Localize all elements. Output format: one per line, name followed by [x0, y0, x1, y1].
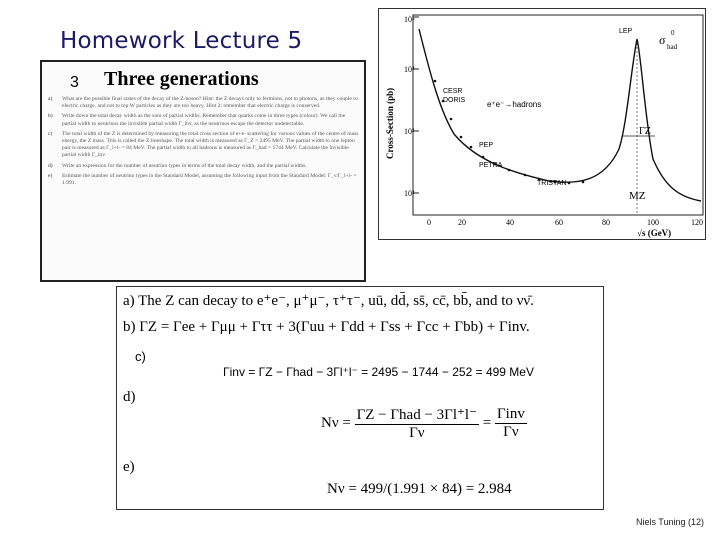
answer-b-text: ΓZ = Γee + Γμμ + Γττ + 3(Γuu + Γdd + Γss + Γcc + Γbb) + Γinv. — [139, 319, 530, 335]
problem-number: 3 — [70, 74, 79, 91]
problem-item — [48, 173, 360, 187]
answer-d-formula — [321, 405, 527, 442]
answer-d-label: d) — [123, 389, 136, 405]
x-tick-label: 0 — [427, 218, 431, 227]
answer-c-equation: Γinv = ΓZ − Γhad − 3Γl⁺l⁻ = 2495 − 1744 − 252 = 499 MeV — [223, 365, 534, 379]
answer-d-denominator: Γν — [409, 425, 425, 441]
sigma-label: σ — [659, 33, 666, 47]
lineshape-curve — [419, 29, 701, 201]
problem-item — [48, 131, 360, 160]
tristan-label: TRISTAN — [537, 180, 567, 187]
petra-label: PETRA — [479, 162, 503, 169]
sigma-superscript: 0 — [671, 29, 675, 37]
problem-item-label: d) — [48, 162, 53, 169]
mz-label: MZ — [629, 190, 646, 202]
problem-item — [48, 113, 360, 127]
problem-heading: Three generations — [104, 68, 259, 90]
x-tick-label: 100 — [647, 218, 659, 227]
doris-label: DORIS — [443, 97, 466, 104]
answer-a-label: a) — [123, 293, 135, 309]
x-ticks — [427, 218, 703, 227]
y-tick-label: 10³ — [404, 127, 415, 136]
problem-list — [48, 96, 360, 190]
answer-d-denominator-2: Γν — [503, 424, 519, 440]
y-axis-label: Cross-Section (pb) — [385, 87, 395, 159]
y-ticks — [413, 17, 419, 193]
problem-item-text: Write an expression for the number of neutrino types in terms of the total decay width, and the partial widths. — [62, 162, 307, 169]
answer-b-label: b) — [123, 319, 136, 335]
answers-panel — [116, 286, 604, 510]
y-tick-label: 10² — [404, 189, 415, 198]
x-tick-label: 40 — [506, 218, 514, 227]
cesr-label: CESR — [443, 88, 463, 95]
answer-d-numerator: ΓZ − Γhad − 3Γl⁺l⁻ — [356, 407, 478, 423]
z-lineshape-plot — [378, 8, 706, 240]
problem-sheet-image — [40, 60, 366, 282]
problem-item-label: e) — [48, 172, 53, 179]
problem-item-label: b) — [48, 113, 53, 120]
data-points — [434, 80, 585, 185]
lep-label: LEP — [619, 28, 633, 35]
problem-item — [48, 163, 360, 170]
problem-item — [48, 96, 360, 110]
answer-a — [123, 291, 534, 310]
pep-label: PEP — [479, 142, 494, 149]
answer-d-fraction — [355, 405, 479, 442]
answer-e-text: Nν = 499/(1.991 × 84) = 2.984 — [327, 481, 512, 497]
answer-d-fraction-2 — [495, 406, 527, 441]
answer-a-text: The Z can decay to e⁺e⁻, μ⁺μ⁻, τ⁺τ⁻, uū, dd̄, ss̄, cc̄, bb̄, and to νν̄. — [138, 293, 534, 309]
problem-item-text: What are the possible final states of the decay of the Z-boson? Hint: the Z decays only to fermions, not to photons, as they couple to electric charge, and not to top W particles as they are too heavy. Hint 2: remember that electric charge is conserved. — [62, 96, 358, 110]
answer-d-equals: = — [482, 414, 492, 431]
x-tick-label: 80 — [602, 218, 610, 227]
problem-item-label: c) — [48, 130, 53, 137]
answer-d-lhs: Nν = — [321, 414, 351, 431]
answer-b — [123, 319, 530, 336]
slide-title: Homework Lecture 5 — [60, 28, 303, 54]
y-tick-label: 10⁵ — [404, 15, 415, 24]
problem-item-text: The total width of the Z is determined by measuring the total cross section of e+e- scattering for various values of the centre of mass energy, the Z mass. This is called the Z lineshape. The total width is measured as Γ_Z = 2495 MeV. The partial width to one lepton pair is measured as Γ_l+l- = 84 MeV. The partial width to all hadrons is measured as Γ_had = 1744 MeV. Calculate the invisible partial width Γ_inv. — [62, 130, 359, 159]
problem-item-label: a) — [48, 96, 53, 102]
gamma-z-label: ΓZ — [639, 126, 651, 137]
problem-item-text: Estimate the number of neutrino types in the Standard Model, assuming the following input from the Standard Model: Γ_ν/Γ_l+l- = 1.991. — [62, 172, 357, 187]
x-axis-label: √s (GeV) — [637, 228, 672, 238]
answer-c-label: c) — [135, 349, 146, 364]
x-tick-label: 20 — [458, 218, 466, 227]
x-tick-label: 60 — [555, 218, 563, 227]
x-tick-label: 120 — [691, 218, 703, 227]
y-tick-label: 10⁴ — [404, 65, 415, 74]
slide-footer: Niels Tuning (12) — [635, 517, 704, 527]
answer-d-numerator-2: Γinv — [496, 406, 525, 422]
sigma-subscript: had — [667, 43, 678, 51]
process-label: e⁺e⁻→hadrons — [487, 100, 542, 109]
problem-item-text: Write down the total decay width as the sum of partial widths. Remember that quarks come in three types (colour). We call the partial width to neutrinos the invisible partial width Γ_inv, as the neutrinos escape the detector undetectable. — [62, 113, 346, 127]
plot-svg — [379, 9, 705, 239]
answer-e-label: e) — [123, 459, 135, 475]
